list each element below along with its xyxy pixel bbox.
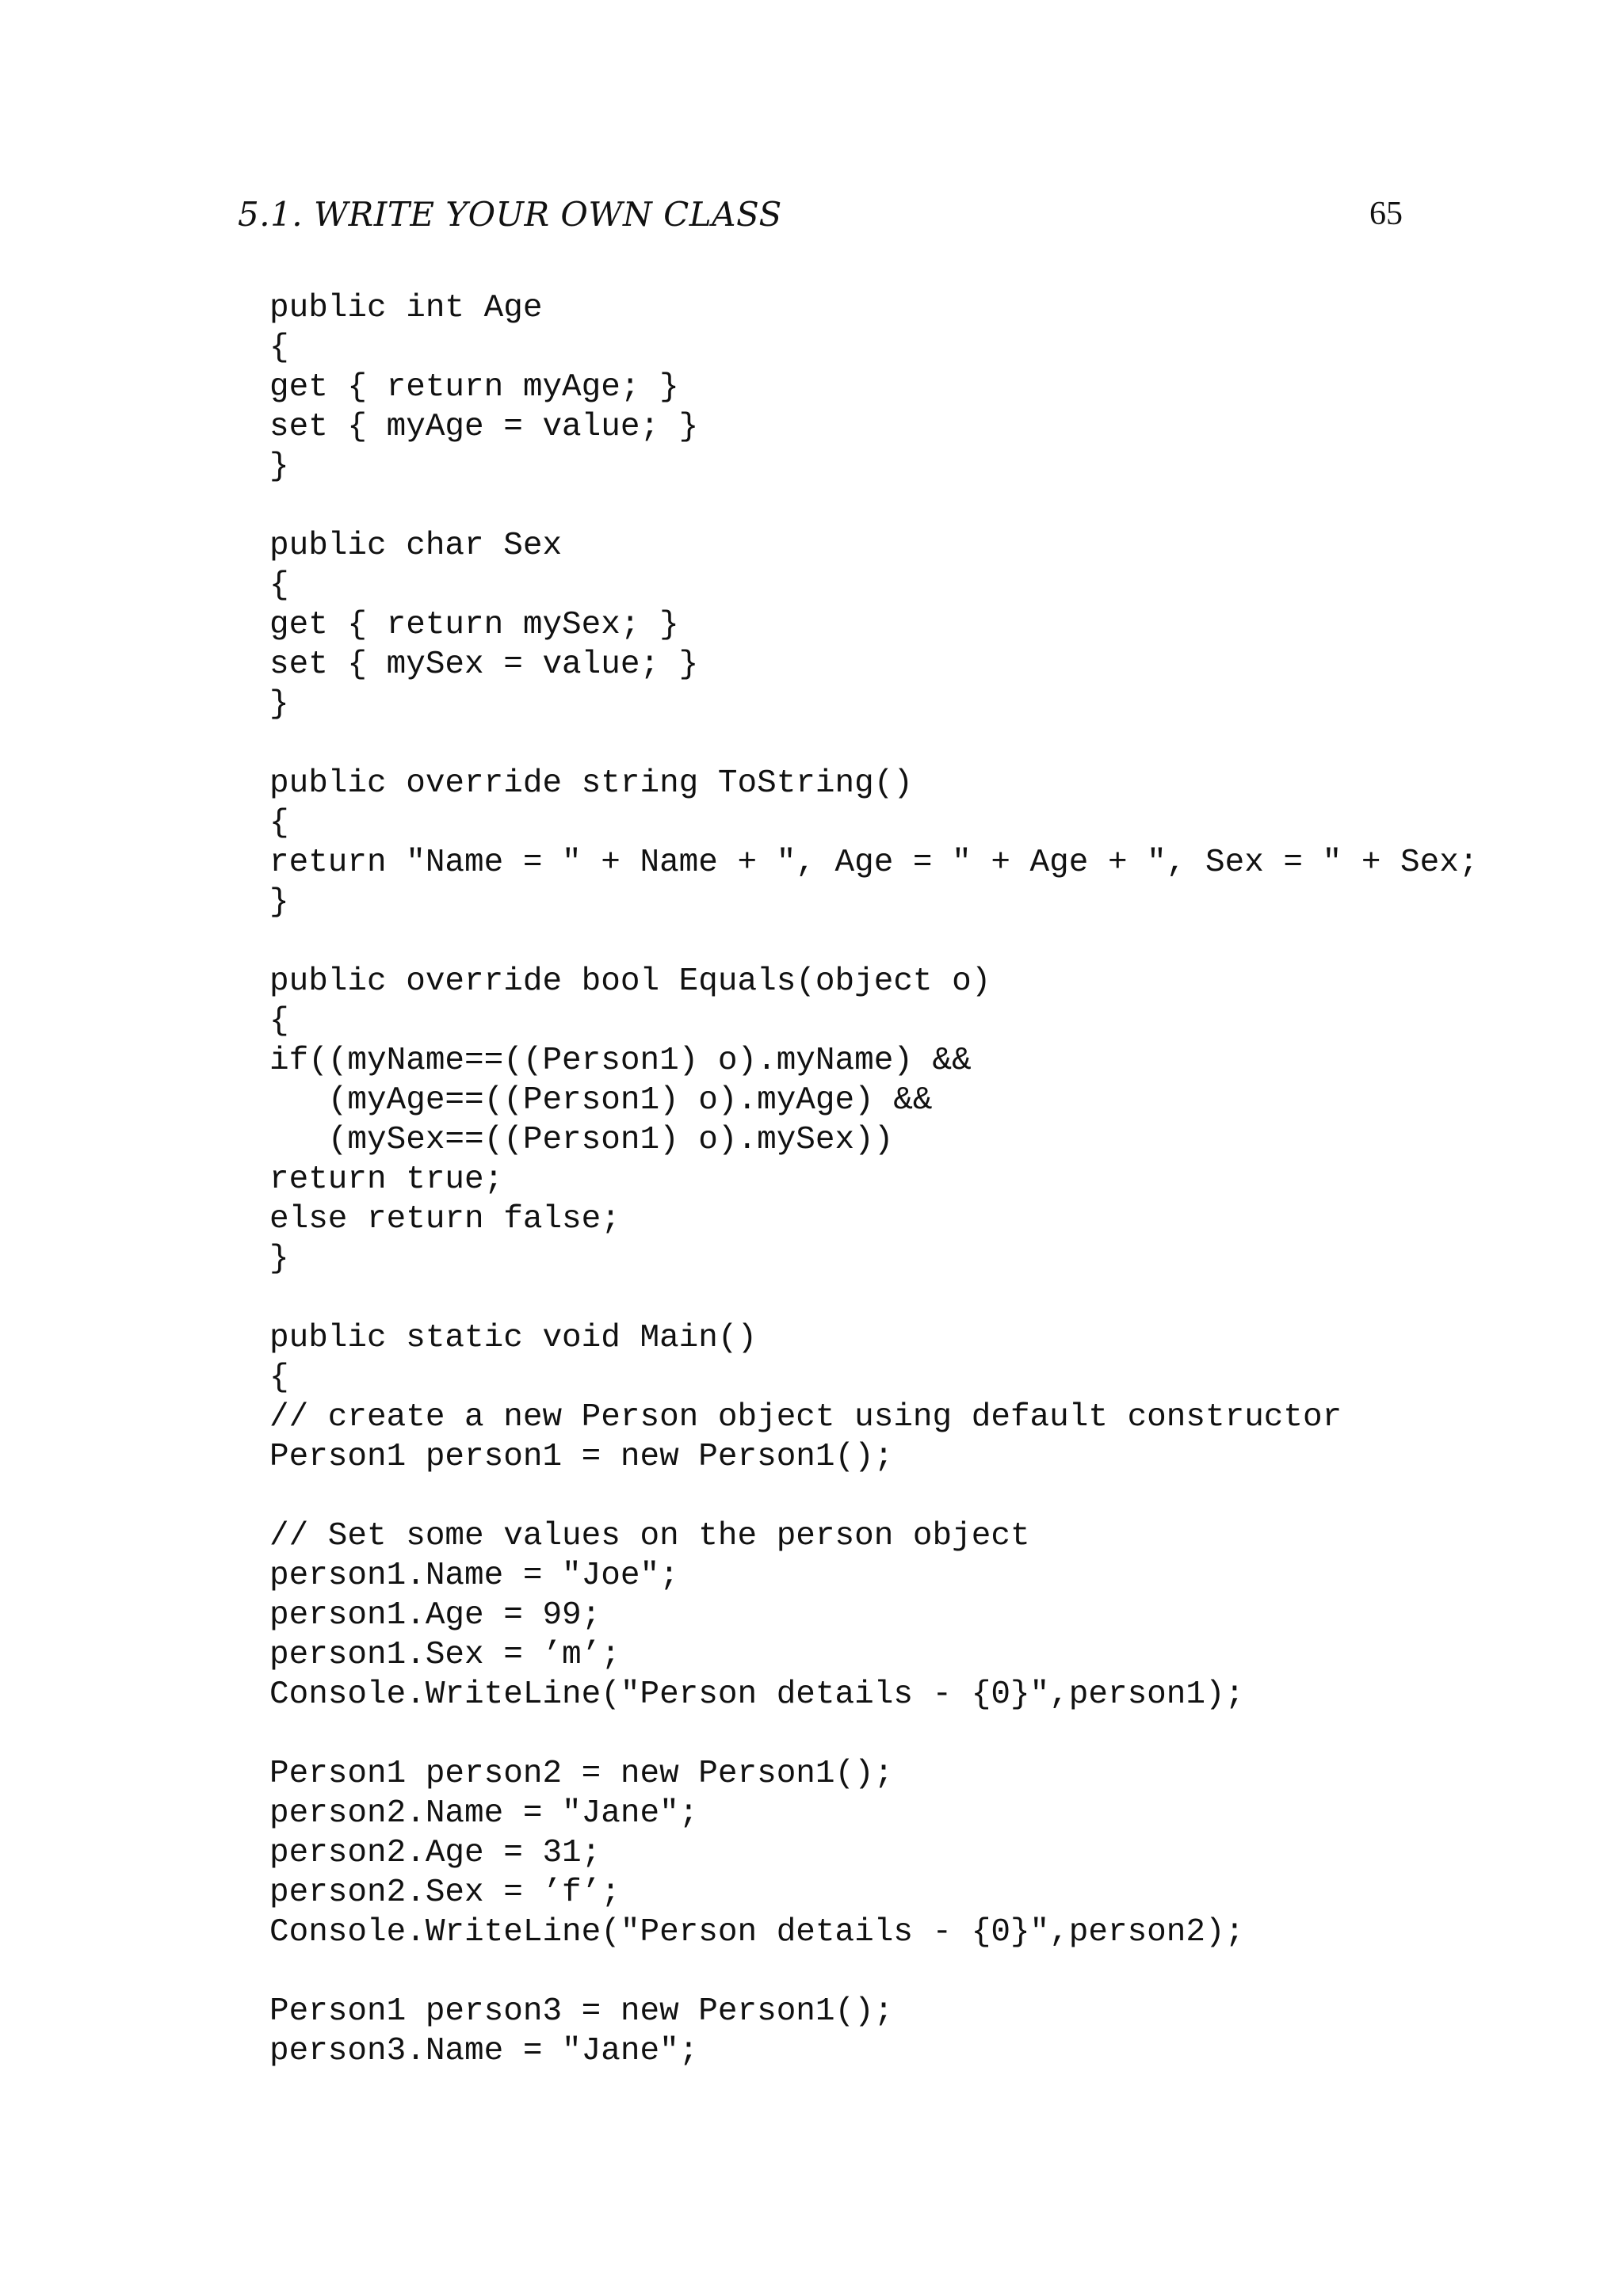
code-line: { (269, 1360, 289, 1396)
code-line: public override bool Equals(object o) (269, 963, 991, 1000)
code-line: } (269, 448, 289, 485)
code-line (269, 724, 1478, 764)
code-line: Person1 person2 = new Person1(); (269, 1756, 894, 1792)
code-line: { (269, 330, 289, 366)
code-listing (269, 288, 1478, 2071)
code-line: person2.Name = "Jane"; (269, 1795, 699, 1832)
code-line: return "Name = " + Name + ", Age = " + Age + ", Sex = " + Sex; (269, 845, 1479, 881)
page-number: 65 (1369, 196, 1403, 232)
code-line (269, 922, 1478, 962)
code-line: get { return mySex; } (269, 607, 679, 643)
code-line: // create a new Person object using default constructor (269, 1399, 1342, 1436)
code-line: public char Sex (269, 528, 563, 564)
code-line: } (269, 884, 289, 921)
code-line: Person1 person3 = new Person1(); (269, 1993, 894, 2030)
code-line: public static void Main() (269, 1320, 758, 1356)
code-line: public int Age (269, 290, 543, 326)
code-line: } (269, 1241, 289, 1277)
code-line: { (269, 1003, 289, 1039)
code-line: Console.WriteLine("Person details - {0}",person1); (269, 1676, 1245, 1713)
code-line: set { myAge = value; } (269, 409, 699, 445)
code-line: set { mySex = value; } (269, 646, 699, 683)
code-line: Console.WriteLine("Person details - {0}",person2); (269, 1914, 1245, 1951)
code-line: person1.Name = "Joe"; (269, 1558, 679, 1594)
code-line (269, 1714, 1478, 1754)
code-line: person1.Sex = ’m’; (269, 1637, 621, 1673)
code-line: person3.Name = "Jane"; (269, 2033, 699, 2069)
running-head-section-title: 5.1. WRITE YOUR OWN CLASS (238, 195, 782, 234)
code-line (269, 1279, 1478, 1318)
code-line: } (269, 686, 289, 723)
code-line: Person1 person1 = new Person1(); (269, 1439, 894, 1475)
code-line: public override string ToString() (269, 765, 913, 802)
code-line (269, 486, 1478, 526)
code-line: (myAge==((Person1) o).myAge) && (269, 1082, 933, 1119)
code-line: { (269, 567, 289, 604)
code-line: person2.Age = 31; (269, 1835, 601, 1871)
code-line: // Set some values on the person object (269, 1518, 1030, 1554)
code-line: { (269, 805, 289, 841)
code-line: else return false; (269, 1201, 621, 1238)
code-line: return true; (269, 1161, 504, 1198)
code-line: (mySex==((Person1) o).mySex)) (269, 1122, 894, 1158)
code-line: get { return myAge; } (269, 369, 679, 406)
code-line: person2.Sex = ’f’; (269, 1875, 621, 1911)
code-line: person1.Age = 99; (269, 1597, 601, 1634)
code-line: if((myName==((Person1) o).myName) && (269, 1043, 972, 1079)
code-line (269, 1477, 1478, 1516)
code-line (269, 1952, 1478, 1992)
